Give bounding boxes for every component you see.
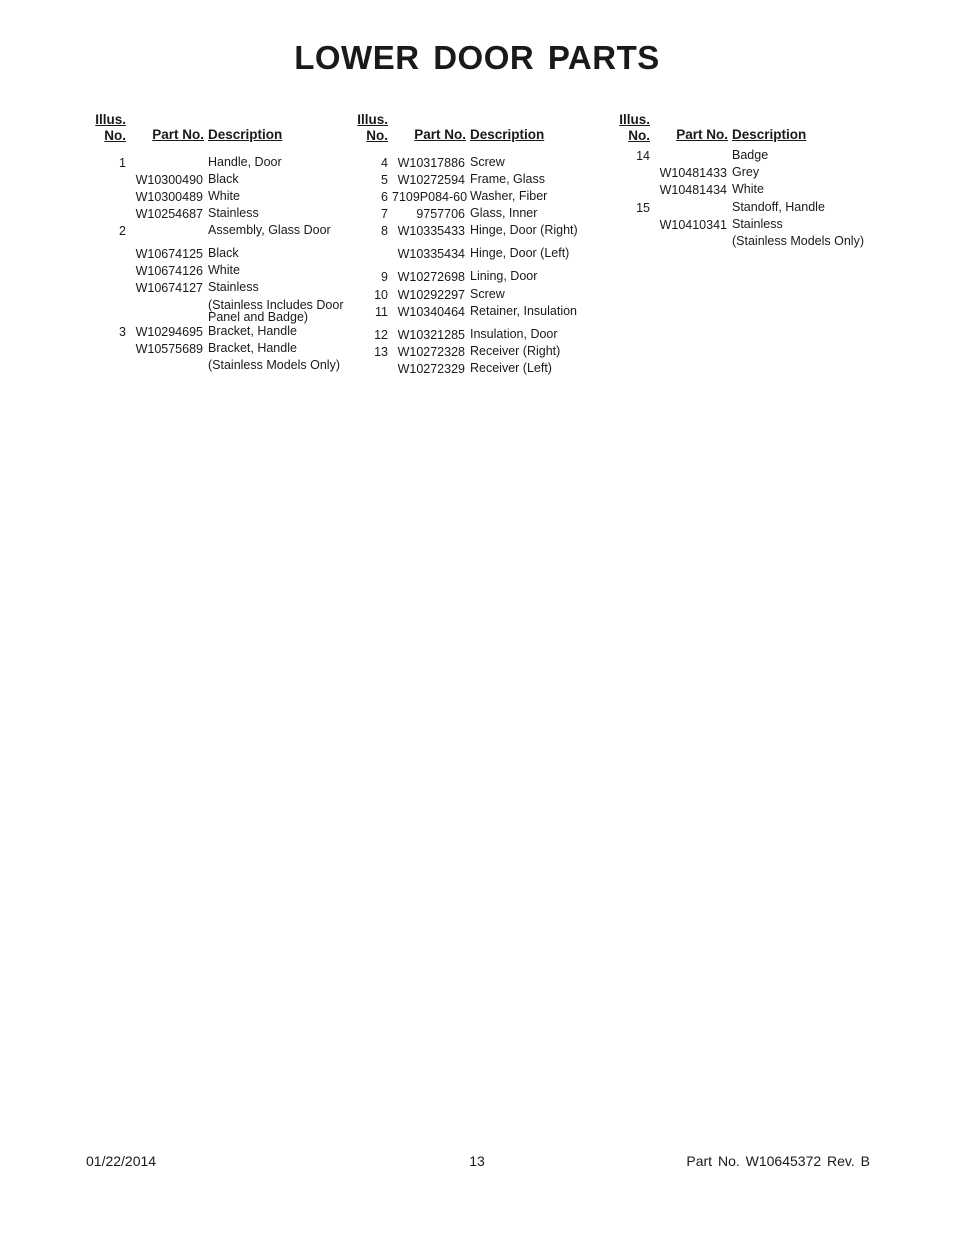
- part-description: Black: [208, 246, 239, 260]
- illus-number: 13: [374, 345, 388, 359]
- part-number: W10674127: [135, 281, 203, 295]
- part-description: Screw: [470, 155, 505, 169]
- illus-number: 12: [374, 328, 388, 342]
- part-number: 7109P084-60: [392, 190, 468, 204]
- part-no-header: Part No.: [152, 127, 204, 142]
- description-header: Description: [208, 127, 283, 142]
- part-description: Stainless: [208, 280, 259, 294]
- part-number: W10272698: [397, 270, 465, 284]
- part-description: (Stainless Includes Door Panel and Badge): [208, 298, 344, 324]
- description-header: Description: [470, 127, 545, 142]
- illus-number: 14: [636, 149, 650, 163]
- illus-number: 5: [381, 173, 388, 187]
- part-description: Bracket, Handle: [208, 341, 297, 355]
- part-description: Standoff, Handle: [732, 200, 825, 214]
- part-no-header: Part No.: [676, 127, 728, 142]
- part-description: Receiver (Right): [470, 344, 561, 358]
- part-number: W10335433: [397, 224, 465, 238]
- part-description: Assembly, Glass Door: [208, 223, 331, 237]
- part-number: W10294695: [135, 325, 203, 339]
- illus-number: 8: [381, 224, 388, 238]
- part-number: W10575689: [135, 342, 203, 356]
- part-description: Hinge, Door (Left): [470, 246, 570, 260]
- part-description: Badge: [732, 148, 769, 162]
- page-title: LOWER DOOR PARTS: [294, 39, 660, 76]
- part-number: W10335434: [397, 247, 465, 261]
- part-description: Glass, Inner: [470, 206, 538, 220]
- part-description: (Stainless Models Only): [732, 234, 864, 248]
- part-description: Bracket, Handle: [208, 324, 297, 338]
- illus-no-header: Illus. No.: [619, 112, 650, 143]
- illus-no-header: Illus. No.: [95, 112, 126, 143]
- part-number: W10272594: [397, 173, 465, 187]
- illus-number: 6: [381, 190, 388, 204]
- part-number: W10272328: [397, 345, 465, 359]
- part-number: W10481433: [659, 166, 727, 180]
- illus-number: 10: [374, 288, 388, 302]
- footer-page-number: 13: [469, 1153, 485, 1169]
- part-description: White: [208, 263, 240, 277]
- part-number: W10321285: [397, 328, 465, 342]
- part-description: (Stainless Models Only): [208, 358, 340, 372]
- part-number: W10674125: [135, 247, 203, 261]
- illus-number: 7: [381, 207, 388, 221]
- part-number: W10317886: [397, 156, 465, 170]
- part-no-header: Part No.: [414, 127, 466, 142]
- part-description: Stainless: [208, 206, 259, 220]
- illus-number: 9: [381, 270, 388, 284]
- illus-number: 11: [375, 305, 388, 319]
- part-description: Lining, Door: [470, 269, 538, 283]
- part-description: Grey: [732, 165, 760, 179]
- part-description: Stainless: [732, 217, 783, 231]
- part-number: W10410341: [659, 218, 727, 232]
- part-description: White: [208, 189, 240, 203]
- part-number: W10340464: [397, 305, 465, 319]
- part-number: W10674126: [135, 264, 203, 278]
- illus-no-header: Illus. No.: [357, 112, 388, 143]
- part-number: 9757706: [416, 207, 465, 221]
- part-description: Screw: [470, 287, 505, 301]
- part-description: Frame, Glass: [470, 172, 546, 186]
- part-description: Receiver (Left): [470, 361, 552, 375]
- part-number: W10481434: [659, 183, 727, 197]
- footer-date: 01/22/2014: [86, 1153, 157, 1169]
- part-description: Washer, Fiber: [470, 189, 548, 203]
- part-description: Black: [208, 172, 239, 186]
- part-description: White: [732, 182, 764, 196]
- part-description: Retainer, Insulation: [470, 304, 578, 318]
- illus-number: 3: [119, 325, 126, 339]
- part-number: W10292297: [397, 288, 465, 302]
- part-number: W10254687: [135, 207, 203, 221]
- illus-number: 1: [119, 156, 126, 170]
- illus-number: 4: [381, 156, 388, 170]
- part-number: W10300490: [135, 173, 203, 187]
- part-description: Insulation, Door: [470, 327, 558, 341]
- footer-part-number: Part No. W10645372 Rev. B: [686, 1153, 870, 1169]
- illus-number: 15: [636, 201, 650, 215]
- part-description: Handle, Door: [208, 155, 282, 169]
- part-number: W10300489: [135, 190, 203, 204]
- part-description: Hinge, Door (Right): [470, 223, 578, 237]
- description-header: Description: [732, 127, 807, 142]
- illus-number: 2: [119, 224, 126, 238]
- part-number: W10272329: [397, 362, 465, 376]
